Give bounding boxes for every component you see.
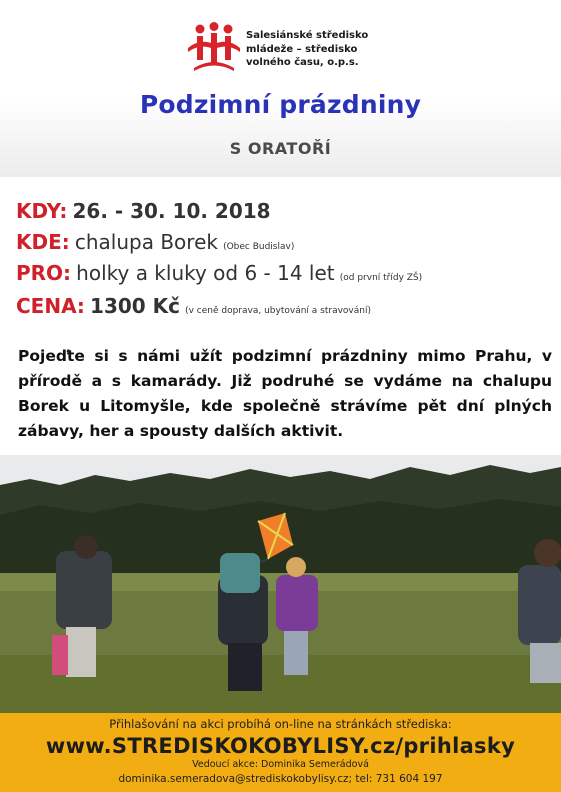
salesian-logo: [186, 22, 242, 72]
where-label: KDE:: [16, 230, 70, 254]
registration-info: Přihlašování na akci probíhá on-line na stránkách střediska:: [109, 717, 452, 731]
info-price: [16, 294, 371, 318]
for-value: holky a kluky od 6 - 14 let: [76, 261, 335, 285]
org-line-3: volného času, o.p.s.: [246, 57, 359, 68]
contact-info: dominika.semeradova@strediskokobylisy.cz; tel: 731 604 197: [118, 773, 443, 785]
when-label: KDY:: [16, 199, 68, 223]
kite-photo: [0, 455, 561, 713]
event-subtitle: S ORATOŘÍ: [229, 139, 332, 158]
when-value: 26. - 30. 10. 2018: [72, 199, 271, 223]
where-note: (Obec Budislav): [223, 242, 295, 252]
price-value: 1300 Kč: [90, 294, 181, 318]
info-where: [16, 230, 294, 254]
for-label: PRO:: [16, 261, 72, 285]
where-value: chalupa Borek: [74, 230, 218, 254]
price-note: (v ceně doprava, ubytování a stravování): [185, 306, 371, 316]
event-leader: Vedoucí akce: Dominika Semerádová: [192, 759, 369, 770]
info-for: [16, 261, 422, 285]
price-label: CENA:: [16, 294, 85, 318]
for-note: (od první třídy ZŠ): [339, 273, 423, 283]
registration-url-link[interactable]: www.STREDISKOKOBYLISY.cz/prihlasky: [45, 734, 516, 758]
organization-name: [246, 29, 368, 70]
org-line-1: Salesiánské středisko: [246, 30, 369, 41]
org-line-2: mládeže – středisko: [246, 43, 358, 55]
event-title: Podzimní prázdniny: [139, 90, 422, 119]
description-paragraph: Pojeďte si s námi užít podzimní prázdniny mimo Prahu, v přírodě a s kamarády. Již podruhé se vydáme na chalupu Borek u Litomyšle, kde společně strávíme pět dní plných zábavy, her a spousty dalších aktivit.: [18, 347, 552, 440]
info-when: [16, 199, 271, 223]
